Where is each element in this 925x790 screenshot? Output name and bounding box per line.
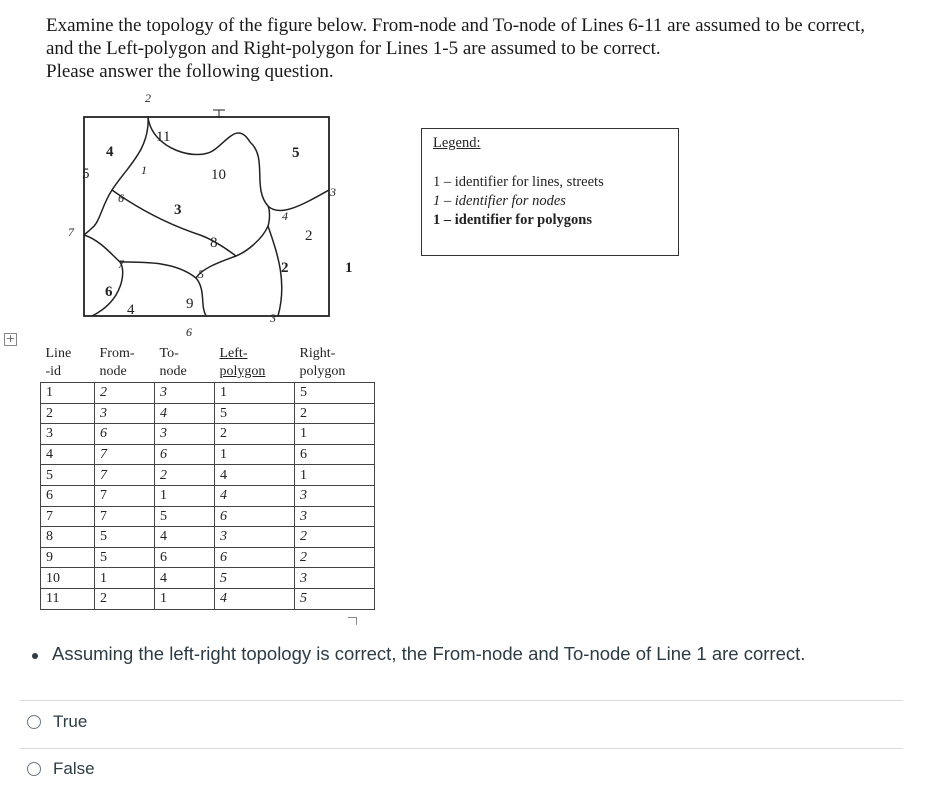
table-row: [41, 485, 375, 506]
table-cell: 3: [295, 568, 375, 589]
polygon-label-3: 3: [174, 202, 182, 218]
table-cell: 7: [95, 444, 155, 465]
table-row: [41, 527, 375, 548]
table-cell: 7: [95, 485, 155, 506]
line-10-arc: [148, 117, 329, 211]
line-label-4b: 4: [127, 302, 135, 318]
table-cell: 6: [155, 547, 215, 568]
table-body: [41, 383, 375, 610]
table-cell: 5: [95, 527, 155, 548]
table-cell: 5: [155, 506, 215, 527]
legend-polygon-identifier: 1 – identifier for polygons: [433, 212, 592, 228]
table-cell: 1: [215, 444, 295, 465]
table-cell: 1: [155, 485, 215, 506]
intro-line-3: Please answer the following question.: [46, 61, 334, 82]
header-line-id: Line -id: [41, 343, 95, 383]
topology-table: [40, 343, 375, 610]
table-cell: 4: [215, 485, 295, 506]
polygon-label-5: 5: [292, 145, 300, 161]
table-row: [41, 383, 375, 404]
bullet-icon: [32, 653, 38, 659]
table-cell: 3: [41, 424, 95, 445]
legend-box: [421, 128, 679, 256]
option-false[interactable]: [27, 759, 95, 779]
question-statement: Assuming the left-right topology is correct, the From-node and To-node of Line 1 are correct.: [52, 643, 806, 664]
table-cell: 2: [295, 403, 375, 424]
table-cell: 3: [155, 424, 215, 445]
node-label-7a: 7: [68, 225, 74, 239]
node-label-3b: 3: [270, 311, 276, 325]
table-cell: 5: [41, 465, 95, 486]
legend-line-identifier: 1 – identifier for lines, streets: [433, 174, 604, 190]
table-cell: 2: [95, 383, 155, 404]
header-right-polygon: Right- polygon: [295, 343, 375, 383]
table-cell: 6: [215, 547, 295, 568]
polygon-label-2: 2: [281, 260, 289, 276]
option-false-label: False: [53, 759, 95, 778]
table-cell: 2: [295, 527, 375, 548]
table-row: [41, 588, 375, 609]
table-cell: 1: [295, 465, 375, 486]
option-true[interactable]: [27, 712, 87, 732]
line-label-9: 9: [186, 296, 194, 312]
plus-icon[interactable]: +: [5, 332, 16, 345]
table-cell: 5: [295, 383, 375, 404]
node-label-6: 6: [118, 191, 124, 205]
table-cell: 3: [95, 403, 155, 424]
table-cell: 3: [155, 383, 215, 404]
table-cell: 1: [295, 424, 375, 445]
node-label-3a: 3: [330, 185, 336, 199]
radio-true[interactable]: [27, 715, 41, 729]
polygon-label-1: 1: [345, 260, 353, 276]
table-cell: 2: [215, 424, 295, 445]
line-label-8: 8: [210, 235, 218, 251]
table-cell: 7: [41, 506, 95, 527]
intro-line-1: Examine the topology of the figure below. From-node and To-node of Lines 6-11 are assumed to be correct,: [46, 15, 865, 36]
node-label-6b: 6: [186, 325, 192, 339]
table-cell: 11: [41, 588, 95, 609]
line-label-5: 5: [82, 166, 90, 182]
line-2-arc: [268, 226, 282, 316]
table-header-row: [41, 343, 375, 383]
table-cell: 5: [215, 568, 295, 589]
table-cell: 5: [215, 403, 295, 424]
legend-title: Legend:: [433, 135, 481, 151]
table-cell: 6: [215, 506, 295, 527]
table-cell: 6: [155, 444, 215, 465]
table-cell: 6: [41, 485, 95, 506]
table-row: [41, 568, 375, 589]
table-row: [41, 506, 375, 527]
node-label-2: 2: [145, 91, 151, 105]
node-label-7b: 7: [118, 257, 124, 271]
line-label-11: 11: [156, 129, 171, 145]
table-cell: 6: [295, 444, 375, 465]
table-cell: 2: [41, 403, 95, 424]
table-cell: 5: [295, 588, 375, 609]
table-cell: 2: [95, 588, 155, 609]
line-label-2: 2: [305, 228, 313, 244]
table-row: [41, 465, 375, 486]
table-cell: 2: [155, 465, 215, 486]
table-cell: 4: [41, 444, 95, 465]
node-label-5: 5: [198, 267, 204, 281]
table-cell: 5: [95, 547, 155, 568]
divider: [20, 700, 903, 701]
radio-false[interactable]: [27, 762, 41, 776]
node-label-1: 1: [141, 163, 147, 177]
table-cell: 3: [295, 506, 375, 527]
node-label-4: 4: [282, 209, 288, 223]
table-cell: 2: [295, 547, 375, 568]
intro-line-2: and the Left-polygon and Right-polygon for Lines 1-5 are assumed to be correct.: [46, 38, 661, 59]
table-cell: 1: [215, 383, 295, 404]
table-cell: 6: [95, 424, 155, 445]
table-cell: 4: [215, 588, 295, 609]
table-cell: 4: [155, 403, 215, 424]
table-cell: 1: [155, 588, 215, 609]
header-to-node: To- node: [155, 343, 215, 383]
table-cell: 7: [95, 506, 155, 527]
line-4-arc: [84, 117, 148, 235]
legend-node-identifier: 1 – identifier for nodes: [433, 193, 566, 209]
resize-handle: [348, 617, 357, 625]
table-cell: 8: [41, 527, 95, 548]
option-true-label: True: [53, 712, 88, 731]
line-8-arc: [196, 206, 270, 278]
header-from-node: From- node: [95, 343, 155, 383]
table-cell: 10: [41, 568, 95, 589]
table-row: [41, 403, 375, 424]
table-cell: 7: [95, 465, 155, 486]
line-label-4: 4: [106, 144, 114, 160]
divider: [20, 748, 903, 749]
line-label-10: 10: [211, 167, 226, 183]
table-row: [41, 547, 375, 568]
polygon-label-6: 6: [105, 284, 113, 300]
table-cell: 4: [155, 527, 215, 548]
table-cell: 3: [215, 527, 295, 548]
table-row: [41, 424, 375, 445]
table-cell: 4: [155, 568, 215, 589]
table-cell: 4: [215, 465, 295, 486]
table-cell: 1: [41, 383, 95, 404]
table-row: [41, 444, 375, 465]
line-6-arc: [84, 235, 123, 316]
table-cell: 3: [295, 485, 375, 506]
header-left-polygon: Left- polygon: [215, 343, 295, 383]
table-cell: 9: [41, 547, 95, 568]
table-cell: 1: [95, 568, 155, 589]
